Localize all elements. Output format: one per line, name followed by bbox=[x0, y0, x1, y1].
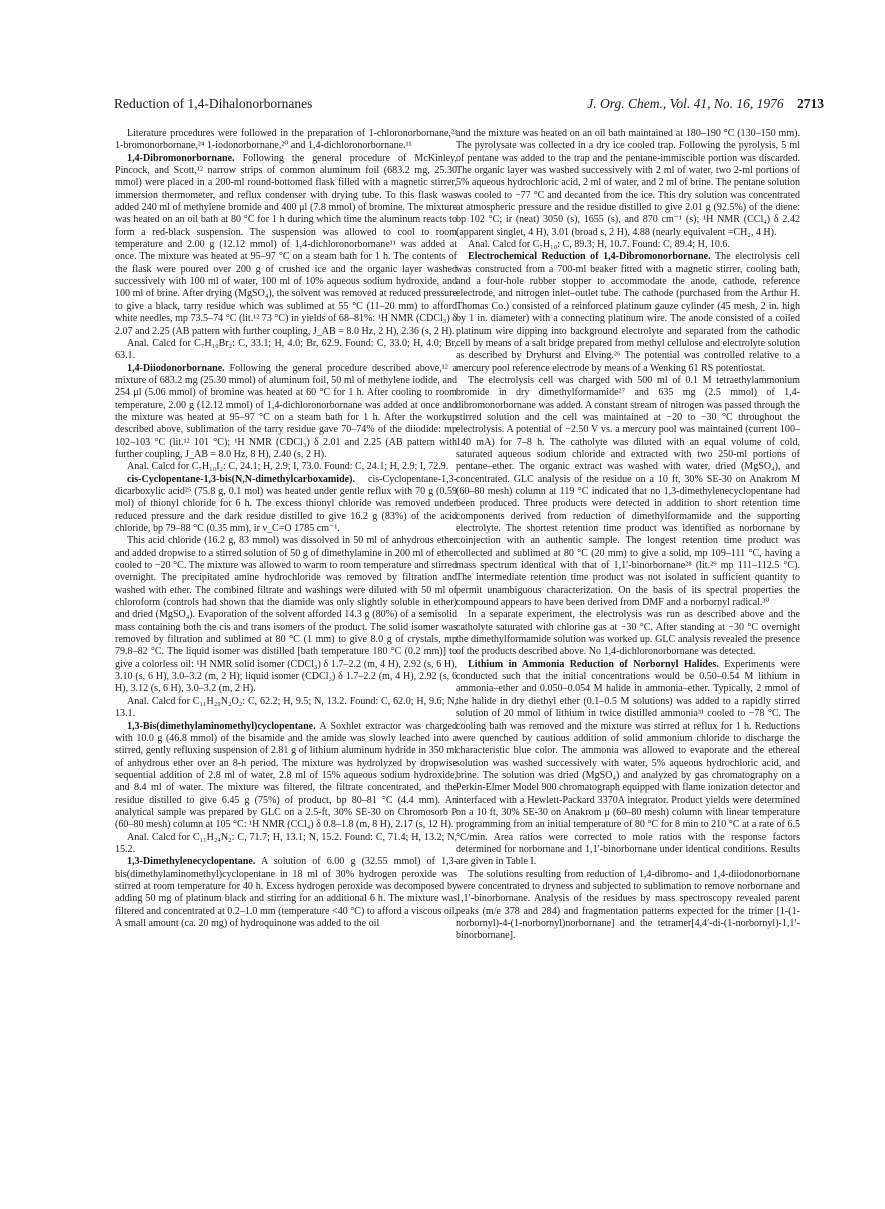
section-heading: 1,4-Dibromonorbornane. bbox=[127, 152, 235, 164]
running-header bbox=[114, 96, 824, 116]
paragraph bbox=[456, 659, 800, 869]
paragraph bbox=[115, 153, 457, 338]
paragraph: The electrolysis cell was charged with 500 ml of 0.1 M tetraethylammonium bromide in dry dimethylformamide²⁷ and 635 mg (2.5 mmol) of 1,4-dibromonorbornane was added. A constant stream of nitrogen was passed through the stirred solution and the cell was maintained at −20 to −30 °C throughout the electrolysis. A potential of −2.50 V vs. a mercury pool was maintained (current 100–140 mA) for 7–8 h. The catholyte was diluted with an equal volume of cold, saturated aqueous sodium chloride and extracted with two 250-ml portions of pentane–ether. The organic extract was washed with water, dried (MgSO₄), and concentrated. GLC analysis of the residue on a 10 ft, 30% SE-30 on Anakrom M (60–80 mesh) column at 119 °C indicated that no 1,3-dimethylenecyclopentane had been produced. Three products were detected in addition to short retention time components derived from reduction of dimethylformamide and the supporting electrolyte. The shortest retention time product was identified as norbornane by coinjection with an authentic sample. The longest retention time product was collected and sublimed at 80 °C (20 mm) to give a solid, mp 109–111 °C, having a mass spectrum identical with that of 1,1′-binorbornane²⁸ (lit.²⁹ mp 111–112.5 °C). The intermediate retention time product was not isolated in sufficient quantity to permit unambiguous characterization. On the basis of its spectral properties the compound appears to have been derived from DMF and a norbornyl radical.³⁰ bbox=[456, 374, 800, 609]
analysis-paragraph: Anal. Calcd for C₁₁H₂₀N₂O₂: C, 62.2; H, 9.5; N, 13.2. Found: C, 62.0; H, 9.6; N, 13.1. bbox=[115, 695, 457, 720]
paragraph-body: A Soxhlet extractor was charged with 10.0 g (46.8 mmol) of the bisamide and the amide was slowly leached into a stirred, gently refluxing suspension of 2.81 g of lithium aluminum hydride in 350 ml of anhydrous ether over an 8-h period. The mixture was hydrolyzed by dropwise sequential addition of 2.8 ml of water, 2.8 ml of 15% aqueous sodium hydroxide, and 8.4 ml of water. The mixture was filtered, the filtrate concentrated, and the residue distilled to give 6.45 g (75%) of product, bp 80–81 °C (4.4 mm). An analytical sample was prepared by GLC on a 2.5-ft, 30% SE-30 on Chromosorb P (60–80 mesh) column at 105 °C: ¹H NMR (CCl₄) δ 0.8–1.8 (m, 8 H), 2.17 (s, 12 H). bbox=[115, 720, 457, 831]
section-heading: cis-Cyclopentane-1,3-bis(N,N-dimethylcarboxamide). bbox=[127, 473, 355, 485]
running-title: Reduction of 1,4-Dihalonorbornanes bbox=[114, 96, 313, 111]
section-heading: Lithium in Ammonia Reduction of Norbornyl Halides. bbox=[468, 658, 719, 670]
paragraph-body: Following the general procedure described above,¹² a mixture of 683.2 mg (25.30 mmol) of aluminum foil, 50 ml of methylene iodide, and 254 μl (5.06 mmol) of bromine was heated at 60 °C for 1 h. After cooling to room temperature, 2.00 g (12.12 mmol) of 1,4-dichloronorbornane was added at once and the mixture was heated at 95–97 °C on a steam bath for 1 h. After the workup described above, sublimation of the tarry residue gave 70–74% of the diiodide: mp 102–103 °C (lit.¹² 101 °C); ¹H NMR (CDCl₃) δ 2.01 and 2.25 (AB pattern with further coupling, J_AB = 8.0 Hz, 8 H), 2.40 (s, 2 H). bbox=[115, 362, 458, 460]
analysis-paragraph: Anal. Calcd for C₇H₁₀: C, 89.3; H, 10.7. Found: C, 89.4; H, 10.6. bbox=[468, 239, 730, 251]
analysis-paragraph: Anal. Calcd for C₁₁H₂₄N₂: C, 71.7; H, 13.1; N, 15.2. Found: C, 71.4; H, 13.2; N, 15.2. bbox=[115, 831, 457, 855]
paragraph: The solutions resulting from reduction of 1,4-dibromo- and 1,4-diiodonorbornane were concentrated to dryness and subjected to sublimation to remove norbornane and 1,1′-binorbornane. Analysis of the residues by mass spectroscopy revealed parent peaks (m/e 378 and 284) and fragmentation patterns expected for the trimer [1-(1-norbornyl)-4-(1-norbornyl)norbornane] and the tetramer[4,4′-di-(1-norbornyl)-1,1′-binorbornane]. bbox=[456, 868, 800, 942]
section-heading: Electrochemical Reduction of 1,4-Dibromonorbornane. bbox=[468, 251, 711, 263]
paragraph-body: cis-Cyclopentane-1,3-dicarboxylic acid²⁵ (75.8 g, 0.1 mol) was heated under gentle reflux with 70 g (0.59 mol) of thionyl chloride for 6 h. The excess thionyl chloride was removed under reduced pressure and the dark residue distilled to give 16.2 g (83%) of the acid chloride, bp 79–88 °C (0.35 mm), ir ν_C=O 1785 cm⁻¹. bbox=[115, 473, 457, 534]
left-column bbox=[115, 128, 457, 930]
right-column bbox=[456, 128, 800, 943]
journal-citation bbox=[587, 96, 824, 112]
paragraph-body: Following the general procedure of McKinley, Pincock, and Scott,¹² narrow strips of common aluminum foil (683.2 mg, 25.30 mmol) were placed in a 200-ml round-bottomed flask filled with a magnetic stirrer, immersion thermometer, and reflux condenser with drying tube. To this flask was added 240 ml of methylene bromide and 400 μl (7.8 mmol) of bromine. The mixture was heated on an oil bath at 80 °C for 1 h during which time the aluminum reacts to form a red-black suspension. The suspension was allowed to cool to room temperature and 2.00 g (12.12 mmol) of 1,4-dichloronorbornane¹¹ was added at once. The mixture was heated at 95–97 °C on a steam bath for 1 h. The contents of the flask were poured over 200 g of crushed ice and the organic layer washed successively with 100 ml of water, 100 ml of 10% aqueous sodium hydroxide, and 100 ml of brine. After drying (MgSO₄), the solvent was removed at reduced pressure to give a black, tarry residue which was sublimed at 55 °C (11–20 mm) to afford white needles, mp 73.5–74 °C (lit.¹² 73 °C) in yields of 68–81%: ¹H NMR (CDCl₃) δ 2.07 and 2.25 (AB pattern with further coupling, J_AB = 8.0 Hz, 2 H), 2.36 (s, 2 H). bbox=[115, 152, 457, 337]
section-heading: 1,4-Diiodonorbornane. bbox=[127, 362, 225, 374]
paragraph: and the mixture was heated on an oil bath maintained at 180–190 °C (130–150 mm). The pyrolysate was collected in a dry ice cooled trap. Following the pyrolysis, 5 ml of pentane was added to the trap and the pentane-immiscible portion was discarded. The organic layer was washed successively with 2 ml of water, two 2-ml portions of 5% aqueous hydrochloric acid, 2 ml of water, and 2 ml of brine. The pentane solution was cooled to −77 °C and decanted from the ice. This dry solution was concentrated at atmospheric pressure and the residue distilled to give 2.01 g (92.5%) of the diene: bp 102 °C; ir (neat) 3050 (s), 1655 (s), and 870 cm⁻¹ (s); ¹H NMR (CCl₄) δ 2.42 (apparent singlet, 4 H), 3.01 (broad s, 2 H), 4.88 (nearly equivalent =CH₂, 4 H). bbox=[456, 128, 800, 238]
analysis-paragraph: Anal. Calcd for C₇H₁₀I₂: C, 24.1; H, 2.9; I, 73.0. Found: C, 24.1; H, 2.9; I, 72.9. bbox=[127, 461, 449, 473]
paragraph: Literature procedures were followed in the preparation of 1-chloronorbornane,²³ 1-bromonorbornane,²⁴ 1-iodonorbornane,²⁰ and 1,4-dichloronorbornane.¹¹ bbox=[115, 128, 457, 152]
page-number: 2713 bbox=[797, 96, 824, 111]
section-heading: 1,3-Bis(dimethylaminomethyl)cyclopentane. bbox=[127, 720, 316, 732]
paragraph bbox=[115, 363, 457, 462]
paragraph-body: A solution of 6.00 g (32.55 mmol) of 1,3-bis(dimethylaminomethyl)cyclopentane in 18 ml of 30% hydrogen peroxide was stirred at room temperature for 40 h. Excess hydrogen peroxide was decomposed by adding 50 mg of platinum black and stirring for an additional 6 h. The mixture was filtered and concentrated at 0.2–1.0 mm (temperature <40 °C) to afford a viscous oil. A small amount (ca. 20 mg) of hydroquinone was added to the oil bbox=[115, 856, 457, 929]
journal-name: J. Org. Chem., Vol. 41, No. 16, 1976 bbox=[587, 96, 784, 111]
paragraph-body: Experiments were conducted such that the initial concentrations would be 0.50–0.54 M lithium in ammonia–ether and 0.050–0.054 M halide in ammonia–ether. Typically, 2 mmol of the halide in dry diethyl ether (0.1–0.5 M solutions) was added to a rapidly stirred solution of 20 mmol of lithium in twice distilled ammonia³¹ cooled to −78 °C. The cooling bath was removed and the mixture was stirred at reflux for 1 h. Reductions were quenched by cautious addition of solid ammonium chloride to discharge the characteristic blue color. The ammonia was allowed to evaporate and the ethereal solution was washed successively with water, 5% aqueous hydrochloric acid, and brine. The solution was dried (MgSO₄) and analyzed by gas chromatography on a Perkin-Elmer Model 900 chromatograph equipped with flame ionization detector and interfaced with a Hewlett-Packard 3370A integrator. Product yields were determined on a 10 ft, 30% SE-30 on Anakrom μ (60–80 mesh) column with linear temperature programming from an initial temperature of 80 °C for 8 min to 210 °C at a rate of 6.5 °C/min. Area ratios were corrected to mole ratios with the response factors determined for norbornane and 1,1′-binorbornane under identical conditions. Results are given in Table I. bbox=[456, 658, 800, 868]
paragraph bbox=[456, 251, 800, 374]
paragraph bbox=[115, 721, 457, 832]
section-heading: 1,3-Dimethylenecyclopentane. bbox=[127, 856, 256, 868]
analysis-paragraph: Anal. Calcd for C₇H₁₀Br₂: C, 33.1; H, 4.0; Br, 62.9. Found: C, 33.0; H, 4.0; Br, 63.1. bbox=[115, 337, 457, 362]
paragraph-body: The electrolysis cell was constructed from a 700-ml beaker fitted with a magnetic stirrer, cooling bath, and a four-hole rubber stopper to accommodate the anode, cathode, reference electrode, and nitrogen inlet–outlet tube. The cathode (purchased from the Arthur H. Thomas Co.) consisted of a reinforced platinum gauze cylinder (45 mesh, 2 in. high by 1 in. diameter) with a connecting platinum wire. The anode consisted of a coiled platinum wire dipping into background electrolyte and separated from the cathodic cell by means of a salt bridge prepared from methyl cellulose and electrolyte solution as described by Dryhurst and Elving.²⁶ The potential was controlled relative to a mercury pool reference electrode by means of a Wenking 61 RS potentiostat. bbox=[456, 251, 800, 374]
paragraph: In a separate experiment, the electrolysis was run as described above and the catholyte saturated with chlorine gas at −30 °C. After standing at −30 °C overnight the dimethylformamide solution was worked up. GLC analysis revealed the presence of the products described above. No 1,4-dichloronorbornane was detected. bbox=[456, 609, 800, 658]
paragraph bbox=[115, 474, 457, 536]
paragraph bbox=[115, 856, 457, 930]
paragraph: This acid chloride (16.2 g, 83 mmol) was dissolved in 50 ml of anhydrous ether and added dropwise to a stirred solution of 50 g of dimethylamine in 200 ml of ether cooled to −20 °C. The mixture was allowed to warm to room temperature and stirred overnight. The precipitated amine hydrochloride was removed by filtration and washed with ether. The combined filtrate and washings were diluted with 50 ml of chloroform (controls had shown that the diamide was only slightly soluble in ether) and dried (MgSO₄). Evaporation of the solvent afforded 14.3 g (80%) of a semisolid mass containing both the cis and trans isomers of the product. The solid isomer was removed by filtration and sublimed at 80 °C (1 mm) to give 8.0 g of crystals, mp 79.8–82 °C. The liquid isomer was distilled [bath temperature 180 °C (0.2 mm)] to give a colorless oil: ¹H NMR solid isomer (CDCl₃) δ 1.7–2.2 (m, 4 H), 2.92 (s, 6 H), 3.10 (s, 6 H), 3.0–3.2 (m, 2 H); liquid isomer (CDCl₃) δ 1.7–2.2 (m, 4 H), 2.92 (s, 6 H), 3.12 (s, 6 H), 3.0–3.2 (m, 2 H). bbox=[115, 535, 457, 695]
